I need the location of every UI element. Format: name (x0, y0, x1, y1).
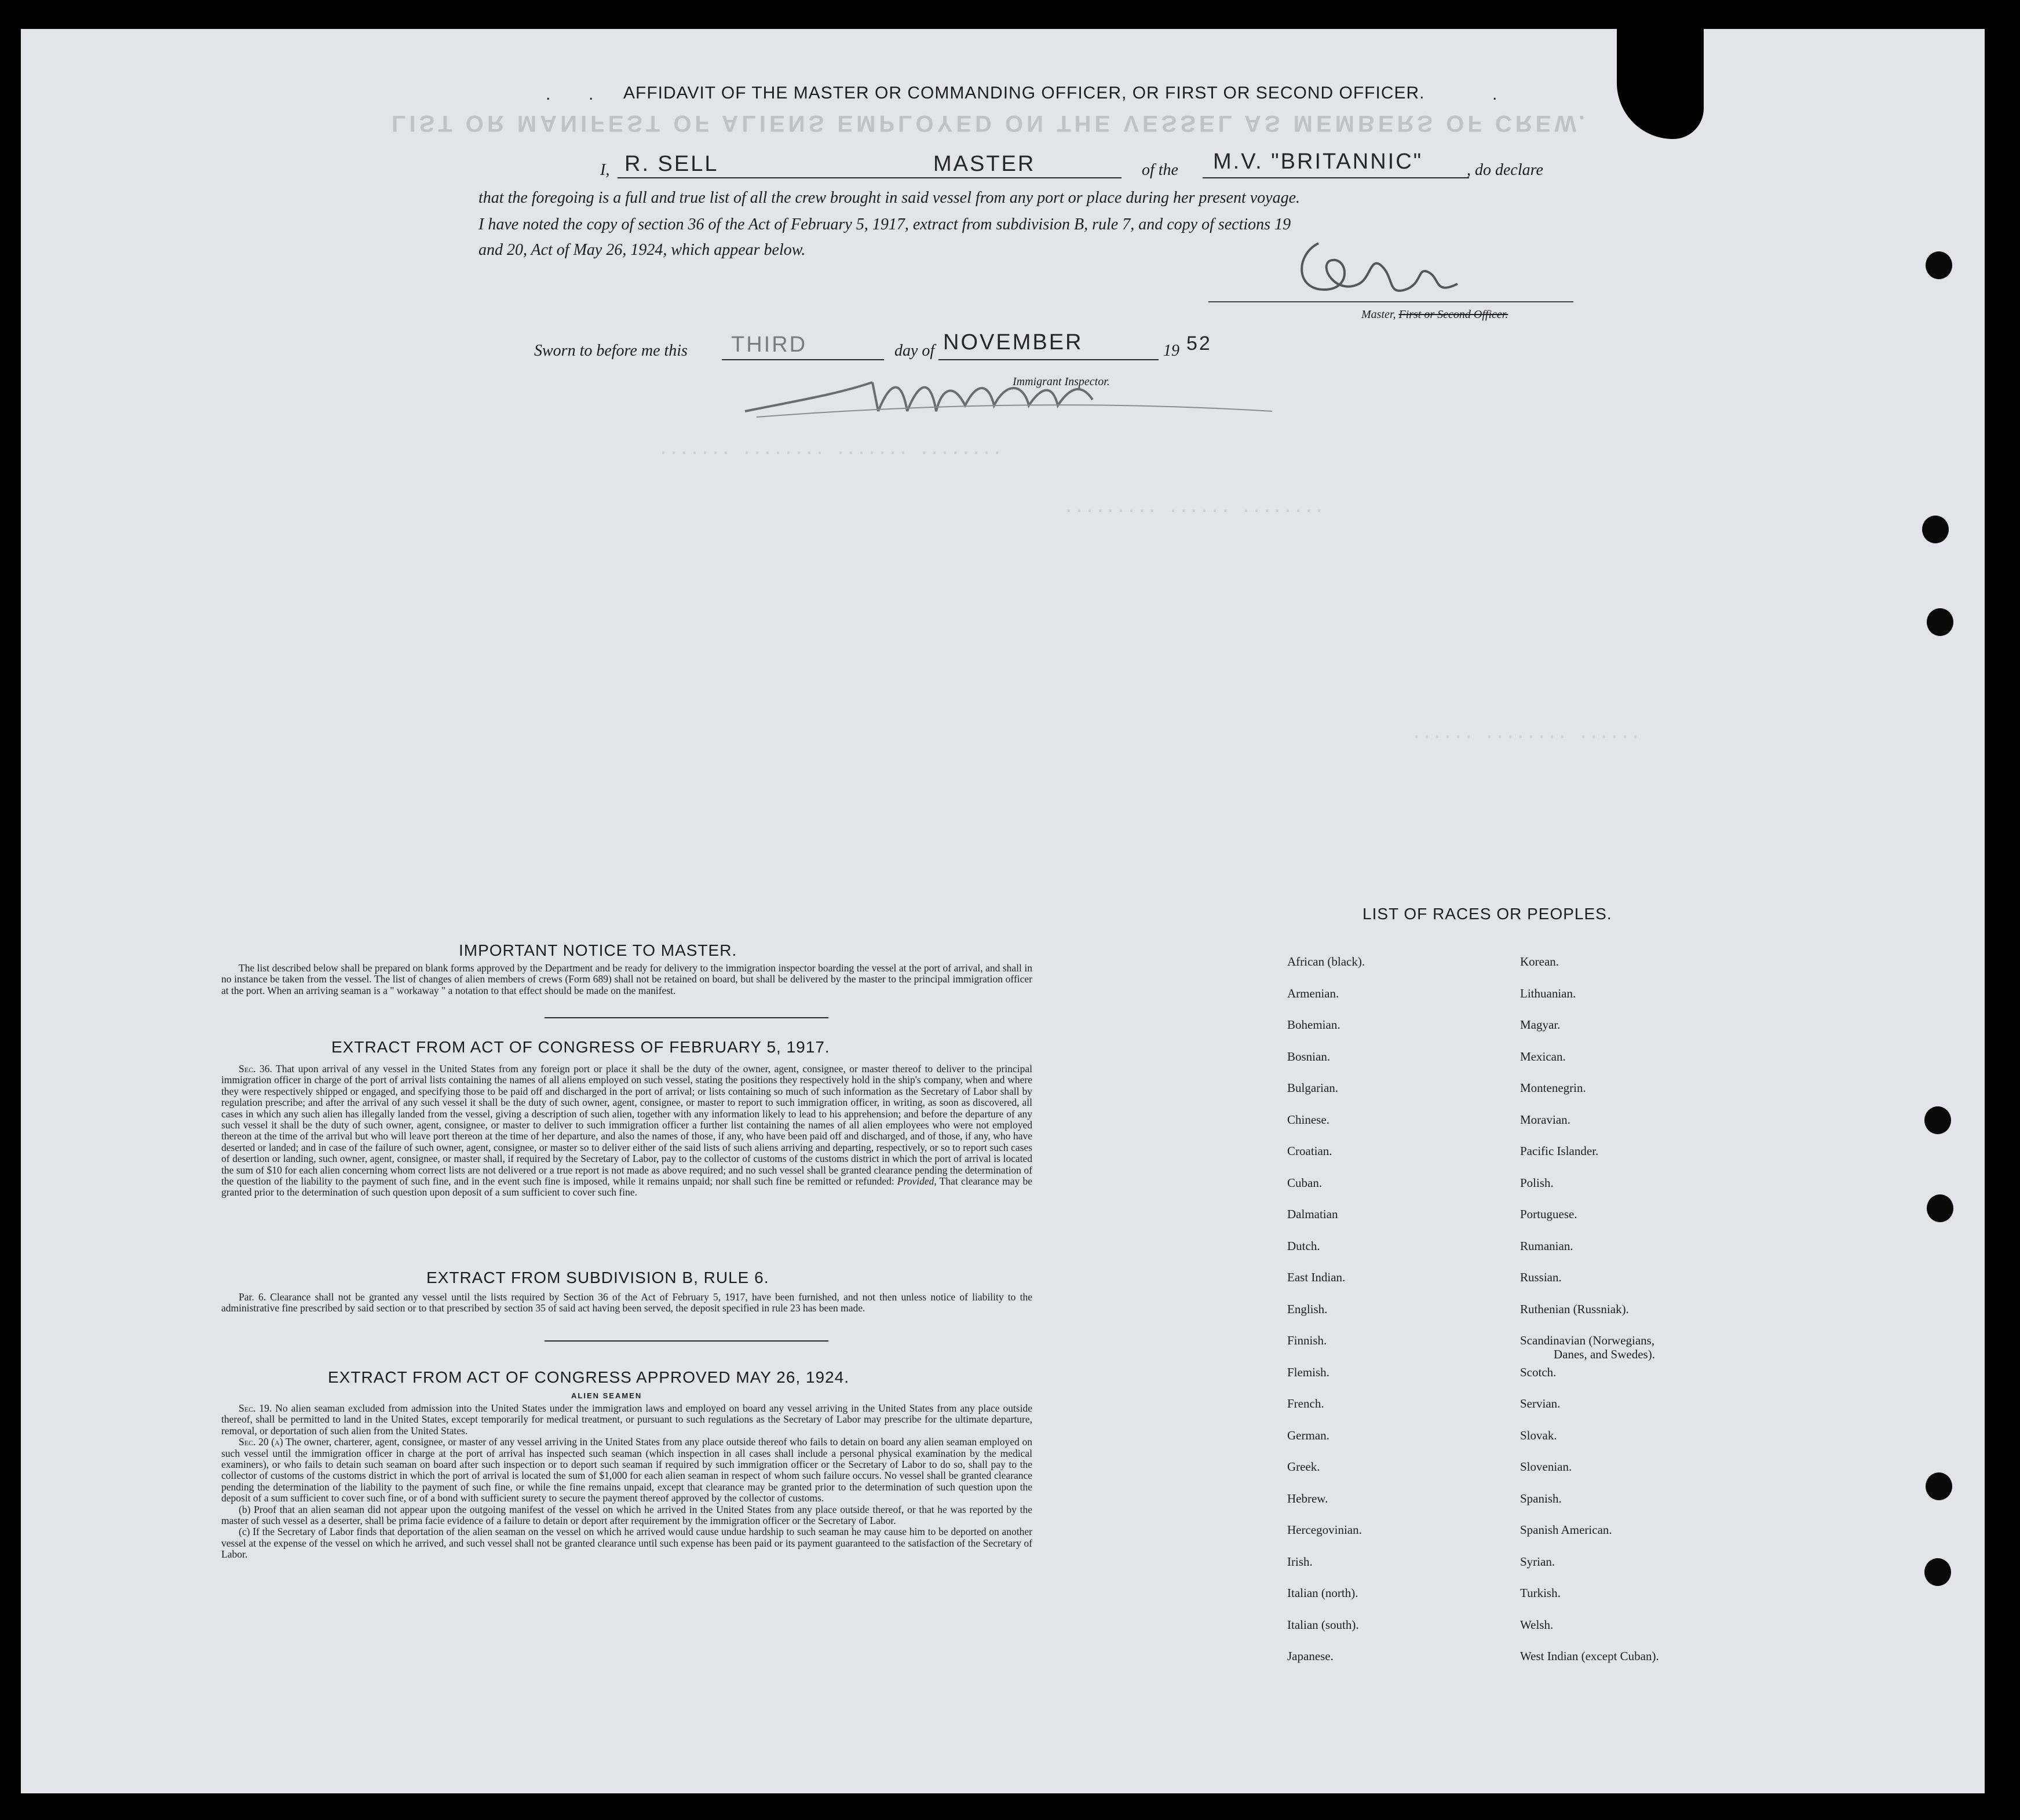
bleed-through-text: ......... ...... ........ (1064, 498, 1325, 518)
race-item: Turkish. (1520, 1586, 1561, 1600)
punch-hole (1927, 1194, 1953, 1222)
race-item: Scandinavian (Norwegians, (1520, 1333, 1655, 1347)
race-item: Japanese. (1287, 1649, 1334, 1663)
race-item: Bulgarian. (1287, 1081, 1339, 1095)
race-item: Danes, and Swedes). (1554, 1347, 1655, 1361)
race-item: Rumanian. (1520, 1238, 1573, 1253)
race-item: Magyar. (1520, 1018, 1561, 1032)
notice-title: IMPORTANT NOTICE TO MASTER. (459, 941, 737, 959)
sworn-day: THIRD (731, 332, 808, 357)
master-name: R. SELL (624, 152, 719, 176)
race-item: German. (1287, 1428, 1329, 1442)
race-item: Hercegovinian. (1287, 1523, 1362, 1537)
bleed-through-text: ....... ........ ....... ........ (658, 440, 1003, 460)
race-item: Welsh. (1520, 1617, 1554, 1632)
punch-hole (1926, 1472, 1952, 1500)
race-item: Syrian. (1520, 1554, 1555, 1569)
race-item: Scotch. (1520, 1365, 1557, 1379)
of-the-label: of the (1142, 161, 1178, 179)
race-item: English. (1287, 1302, 1328, 1316)
rule6-body: Par. 6. Clearance shall not be granted any vessel until the lists required by Section 36 of the Act of February 5, 1917, have been furnished, and not then unless notice of liability to the administrative fine prescribed by said section or to that prescribed by section 35 of said act having been served, the deposit specified in rule 23 has been made. (221, 1291, 1033, 1314)
extract-1917-title: EXTRACT FROM ACT OF CONGRESS OF FEBRUARY 5, 1917. (331, 1038, 830, 1056)
vessel-underline (1203, 177, 1469, 178)
race-item: Chinese. (1287, 1112, 1329, 1127)
race-item: Bosnian. (1287, 1049, 1331, 1064)
master-rank: MASTER (933, 152, 1036, 176)
race-item: Polish. (1520, 1175, 1554, 1190)
races-title: LIST OF RACES OR PEOPLES. (1363, 905, 1612, 923)
race-item: Moravian. (1520, 1112, 1570, 1127)
declare-label: , do declare (1467, 161, 1543, 179)
race-item: Dalmatian (1287, 1207, 1338, 1221)
punch-hole (1927, 608, 1953, 636)
race-item: Armenian. (1287, 986, 1339, 1000)
race-item: Flemish. (1287, 1365, 1329, 1379)
title-dot: . (589, 85, 594, 104)
affidavit-title: AFFIDAVIT OF THE MASTER OR COMMANDING OFFICER, OR FIRST OR SECOND OFFICER. (623, 83, 1425, 103)
declaration-line-4: and 20, Act of May 26, 1924, which appear below. (478, 241, 806, 259)
vessel-name: M.V. "BRITANNIC" (1213, 149, 1423, 174)
declaration-prefix: I, (600, 161, 610, 179)
race-item: French. (1287, 1397, 1324, 1410)
sworn-month: NOVEMBER (943, 330, 1083, 355)
torn-corner (1617, 29, 1704, 139)
punch-hole (1924, 1106, 1951, 1134)
name-underline (618, 177, 1122, 178)
race-item: Pacific Islander. (1520, 1144, 1599, 1158)
race-item: Montenegrin. (1520, 1081, 1586, 1095)
race-item: Greek. (1287, 1460, 1320, 1474)
sworn-year: 52 (1186, 332, 1212, 355)
rule6-title: EXTRACT FROM SUBDIVISION B, RULE 6. (426, 1269, 769, 1287)
title-dot: . (1492, 85, 1497, 104)
race-item: Portuguese. (1520, 1207, 1577, 1221)
alien-seamen-subtitle: ALIEN SEAMEN (571, 1391, 642, 1400)
bleed-through-text: ...... ........ ...... (1411, 724, 1641, 744)
race-item: Slovenian. (1520, 1460, 1572, 1474)
extract-1924-title: EXTRACT FROM ACT OF CONGRESS APPROVED MAY 26, 1924. (328, 1368, 850, 1386)
race-item: Spanish. (1520, 1491, 1562, 1505)
race-item: East Indian. (1287, 1270, 1346, 1284)
declaration-line-2: that the foregoing is a full and true list of all the crew brought in said vessel from any port or place during her present voyage. (478, 189, 1301, 207)
sworn-prefix: Sworn to before me this (534, 342, 688, 360)
race-item: Lithuanian. (1520, 986, 1576, 1000)
race-item: Slovak. (1520, 1428, 1557, 1442)
race-item: Mexican. (1520, 1049, 1566, 1064)
punch-hole (1924, 1558, 1951, 1586)
race-item: Korean. (1520, 955, 1559, 969)
race-item: Dutch. (1287, 1238, 1320, 1253)
race-item: Hebrew. (1287, 1491, 1328, 1505)
title-dot: . (546, 85, 551, 104)
race-item: Irish. (1287, 1554, 1313, 1569)
section-divider (545, 1017, 828, 1018)
race-item: Ruthenian (Russniak). (1520, 1302, 1629, 1316)
punch-hole (1922, 516, 1949, 543)
section-divider (545, 1340, 828, 1342)
manifest-page (21, 29, 1985, 1793)
race-item: Italian (north). (1287, 1586, 1358, 1600)
race-item: Cuban. (1287, 1175, 1323, 1190)
day-of-label: day of (894, 342, 935, 360)
race-item: Spanish American. (1520, 1523, 1612, 1537)
race-item: Servian. (1520, 1397, 1561, 1410)
notice-body: The list described below shall be prepared on blank forms approved by the Department and be ready for delivery to the immigration inspector boarding the vessel at the port of arrival, and shall in no instance be taken from the vessel. The list of changes of alien members of crews (Form 689) shall not be retained on board, but shall be delivered by the master to the principal immigration officer at the port. When an arriving seaman is a " workaway " a notation to that effect should be made on the manifest. (221, 962, 1032, 996)
extract-1917-body: Sec. 36. That upon arrival of any vessel in the United States from any foreign port or place it shall be the duty of the owner, agent, consignee, or master thereof to deliver to the principal immigration officer in charge of the port of arrival lists containing the names of all aliens employed on such vessel, stating the positions they respectively hold in the ship's company, when and where they were respectively shipped or engaged, and specifying those to be paid off and discharged in the port of arrival; or lists containing so much of such information as the Secretary of Labor shall by regulation prescribe; and after the arrival of any such vessel it shall be the duty of such owner, agent, consignee, or master to report to such immigration officer, in writing, as soon as discovered, all cases in which any such alien has illegally landed from the vessel, giving a description of such alien, together with any information likely to lead to his apprehension; and before the departure of any such vessel it shall be the duty of such owner, agent, consignee, or master to deliver to such immigration officer a further list containing the names of all alien employees who were not employed thereon at the time of the arrival but who will leave port thereon at the time of her departure, and also the names of those, if any, who have been paid off and discharged, and of those, if any, who have deserted or landed; and in case of the failure of such owner, agent, consignee, or master so to deliver either of the said lists of such aliens arriving and departing, respectively, or so to report such cases of desertion or landing, such owner, agent, consignee, or master shall, if required by the Secretary of Labor, pay to the collector of customs of the customs district in which the port of arrival is located the sum of $10 for each alien concerning whom correct lists are not delivered or a true report is not made as above required; and no such vessel shall be granted clearance pending the determination of the question of the liability to the payment of such fine, and in the event such fine is imposed, while it remains unpaid; nor shall such fine be remitted or refunded: Provided, That clearance may be granted prior to the determination of such question upon deposit of a sum sufficient to cover such fine. (221, 1063, 1033, 1198)
race-item: Bohemian. (1287, 1018, 1340, 1032)
year-prefix: 19 (1163, 342, 1179, 360)
race-item: Finnish. (1287, 1333, 1327, 1347)
bleed-through-heading: LIST OR MANIFEST OF ALIENS EMPLOYED ON THE VESSEL AS MEMBERS OF CREW. (392, 111, 1588, 136)
punch-hole (1926, 251, 1952, 279)
race-item: West Indian (except Cuban). (1520, 1649, 1659, 1663)
declaration-line-3: I have noted the copy of section 36 of the Act of February 5, 1917, extract from subdivision B, rule 7, and copy of sections 19 (478, 215, 1291, 233)
race-item: African (black). (1287, 955, 1365, 969)
race-item: Russian. (1520, 1270, 1562, 1284)
race-item: Croatian. (1287, 1144, 1332, 1158)
master-signature (1284, 220, 1475, 307)
race-item: Italian (south). (1287, 1617, 1359, 1632)
extract-1924-body: Sec. 19. No alien seaman excluded from admission into the United States under the immigration laws and employed on board any vessel arriving in the United States from any place outside thereof, shall be permitted to land in the United States, except temporarily for medical treatment, or pursuant to such regulations as the Secretary of Labor may prescribe for the ultimate departure, removal, or deportation of such alien from the United States. Sec. 20 (a) The owner, charterer, agent, consignee, or master of any vessel arriving in the United States from any place outside thereof who fails to detain on board any alien seaman employed on such vessel until the immigration officer in charge at the port of arrival has inspected such seaman (which inspection in all cases shall include a personal physical examination by the medical examiners), or who fails to detain such seaman on board after such inspection or to deport such seaman if required by such immigration officer or the Secretary of Labor to do so, shall pay to the collector of customs of the customs district in which the port of arrival is located the sum of $1,000 for each alien seaman in respect of whom such failure occurs. No vessel shall be granted clearance pending the determination of the liability to the payment of such fine, or while the fine remains unpaid, except that clearance may be granted prior to the determination of such question upon the deposit of a sum sufficient to cover such fine, or of a bond with sufficient surety to secure the payment thereof approved by the collector of customs. (b) Proof that an alien seaman did not appear upon the outgoing manifest of the vessel on which he arrived in the United States from any place outside thereof, or that he was reported by the master of such vessel as a deserter, shall be prima facie evidence of a failure to detain or deport after requirement by the immigration officer or the Secretary of Labor. (c) If the Secretary of Labor finds that deportation of the alien seaman on the vessel on which he arrived would cause undue hardship to such seaman he may cause him to be deported on another vessel at the expense of the vessel on which he arrived, and such vessel shall not be granted clearance until such expense has been paid or its payment guaranteed to the satisfaction of the Secretary of Labor. (221, 1402, 1033, 1560)
master-signature-line (1208, 301, 1573, 302)
inspector-signature (733, 359, 1284, 423)
inspector-caption: Immigrant Inspector. (1013, 375, 1110, 388)
master-signature-caption: Master, First or Second Officer. (1361, 308, 1508, 321)
